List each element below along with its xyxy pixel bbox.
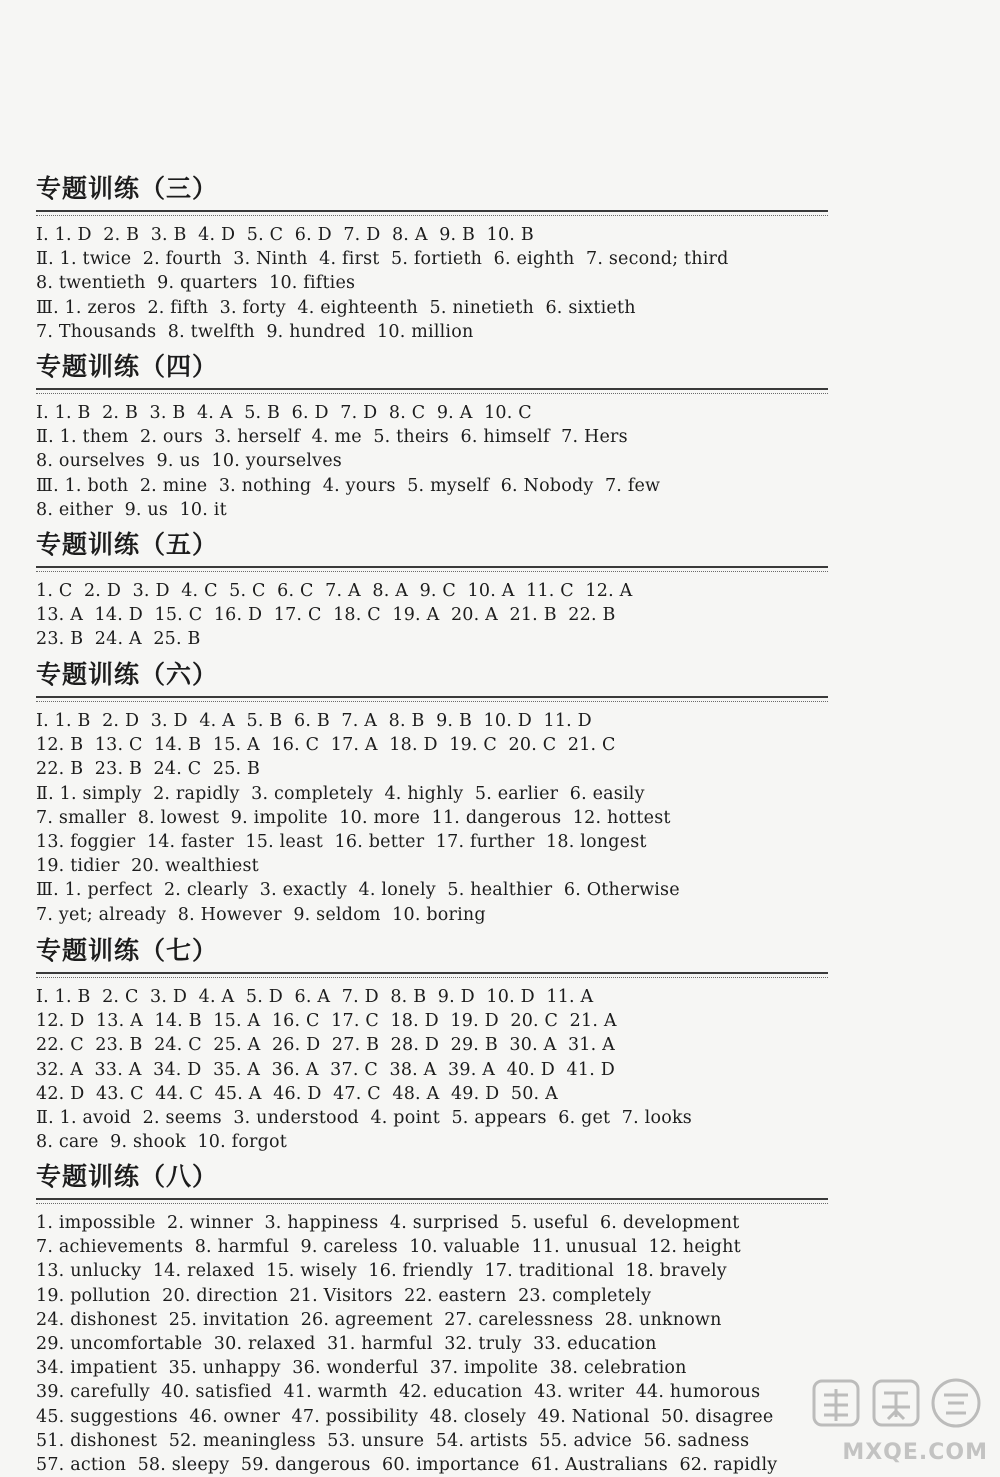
answer-line: 8. twentieth 9. quarters 10. fifties [36, 273, 356, 294]
answer-line: Ⅲ. 1. perfect 2. clearly 3. exactly 4. lonely 5. healthier 6. Otherwise [36, 880, 680, 901]
section-divider [36, 1198, 828, 1204]
answer-line: 13. unlucky 14. relaxed 15. wisely 16. friendly 17. traditional 18. bravely [36, 1261, 727, 1282]
section-divider [36, 566, 828, 572]
answer-line: 45. suggestions 46. owner 47. possibility 48. closely 49. National 50. disagree [36, 1406, 774, 1427]
section-8 [36, 1162, 828, 1477]
section-4 [36, 352, 828, 522]
section-title: 专题训练（三） [36, 174, 219, 203]
answer-line: 39. carefully 40. satisfied 41. warmth 42. education 43. writer 44. humorous [36, 1382, 761, 1403]
answer-line: 23. B 24. A 25. B [36, 629, 201, 650]
answer-line: 12. D 13. A 14. B 15. A 16. C 17. C 18. D 19. D 20. C 21. A [36, 1011, 617, 1032]
watermark-url: MXQE.COM [842, 1440, 988, 1465]
answer-line: 22. B 23. B 24. C 25. B [36, 759, 261, 780]
answer-line: 13. A 14. D 15. C 16. D 17. C 18. C 19. A 20. A 21. B 22. B [36, 605, 616, 626]
answer-line: Ⅱ. 1. twice 2. fourth 3. Ninth 4. first 5. fortieth 6. eighth 7. second; third [36, 249, 729, 270]
answer-line: Ⅰ. 1. B 2. D 3. D 4. A 5. B 6. B 7. A 8. B 9. B 10. D 11. D [36, 711, 592, 731]
answer-line: 24. dishonest 25. invitation 26. agreement 27. carelessness 28. unknown [36, 1309, 722, 1330]
watermark-logo-icon [812, 1375, 982, 1431]
answer-line: Ⅰ. 1. B 2. C 3. D 4. A 5. D 6. A 7. D 8. B 9. D 10. D 11. A [36, 987, 594, 1007]
section-divider [36, 210, 828, 216]
answer-line: 8. ourselves 9. us 10. yourselves [36, 451, 342, 472]
section-6 [36, 660, 828, 927]
answer-line: 7. smaller 8. lowest 9. impolite 10. more 11. dangerous 12. hottest [36, 807, 671, 828]
answer-line: 1. impossible 2. winner 3. happiness 4. surprised 5. useful 6. development [36, 1213, 740, 1233]
section-3 [36, 174, 828, 344]
section-5 [36, 530, 828, 652]
answer-line: 12. B 13. C 14. B 15. A 16. C 17. A 18. D 19. C 20. C 21. C [36, 735, 616, 756]
answer-line: 7. achievements 8. harmful 9. careless 10. valuable 11. unusual 12. height [36, 1237, 741, 1258]
answer-line: 1. C 2. D 3. D 4. C 5. C 6. C 7. A 8. A 9. C 10. A 11. C 12. A [36, 581, 633, 601]
answer-line: Ⅰ. 1. B 2. B 3. B 4. A 5. B 6. D 7. D 8. C 9. A 10. C [36, 403, 532, 423]
answer-line: Ⅲ. 1. zeros 2. fifth 3. forty 4. eighteenth 5. ninetieth 6. sixtieth [36, 297, 636, 318]
answer-line: 7. yet; already 8. However 9. seldom 10. boring [36, 904, 486, 925]
section-7 [36, 936, 828, 1154]
answer-line: 22. C 23. B 24. C 25. A 26. D 27. B 28. D 29. B 30. A 31. A [36, 1035, 616, 1056]
answer-line: 29. uncomfortable 30. relaxed 31. harmful 32. truly 33. education [36, 1333, 657, 1354]
section-title: 专题训练（八） [36, 1162, 219, 1191]
answer-line: Ⅱ. 1. them 2. ours 3. herself 4. me 5. theirs 6. himself 7. Hers [36, 427, 628, 448]
answer-line: 8. either 9. us 10. it [36, 499, 227, 520]
answer-line: 19. pollution 20. direction 21. Visitors 22. eastern 23. completely [36, 1285, 652, 1306]
section-divider [36, 696, 828, 702]
answer-line: Ⅱ. 1. simply 2. rapidly 3. completely 4. highly 5. earlier 6. easily [36, 783, 645, 804]
watermark [804, 1373, 992, 1469]
section-title: 专题训练（四） [36, 352, 219, 381]
answer-line: Ⅱ. 1. avoid 2. seems 3. understood 4. point 5. appears 6. get 7. looks [36, 1107, 692, 1128]
answer-line: Ⅰ. 1. D 2. B 3. B 4. D 5. C 6. D 7. D 8. A 9. B 10. B [36, 225, 534, 245]
answer-line: 19. tidier 20. wealthiest [36, 856, 259, 877]
answer-line: Ⅲ. 1. both 2. mine 3. nothing 4. yours 5. myself 6. Nobody 7. few [36, 475, 661, 496]
answer-line: 51. dishonest 52. meaningless 53. unsure 54. artists 55. advice 56. sadness [36, 1430, 750, 1451]
section-divider [36, 972, 828, 978]
answer-line: 32. A 33. A 34. D 35. A 36. A 37. C 38. A 39. A 40. D 41. D [36, 1059, 615, 1080]
answer-line: 13. foggier 14. faster 15. least 16. better 17. further 18. longest [36, 831, 647, 852]
answer-line: 34. impatient 35. unhappy 36. wonderful 37. impolite 38. celebration [36, 1358, 687, 1379]
answer-line: 7. Thousands 8. twelfth 9. hundred 10. million [36, 321, 474, 342]
section-title: 专题训练（六） [36, 660, 219, 689]
answer-line: 57. action 58. sleepy 59. dangerous 60. importance 61. Australians 62. rapidly [36, 1454, 778, 1475]
answer-line: 42. D 43. C 44. C 45. A 46. D 47. C 48. A 49. D 50. A [36, 1083, 558, 1104]
answer-line: 8. care 9. shook 10. forgot [36, 1132, 287, 1153]
section-title: 专题训练（五） [36, 530, 219, 559]
section-divider [36, 388, 828, 394]
section-title: 专题训练（七） [36, 936, 219, 965]
